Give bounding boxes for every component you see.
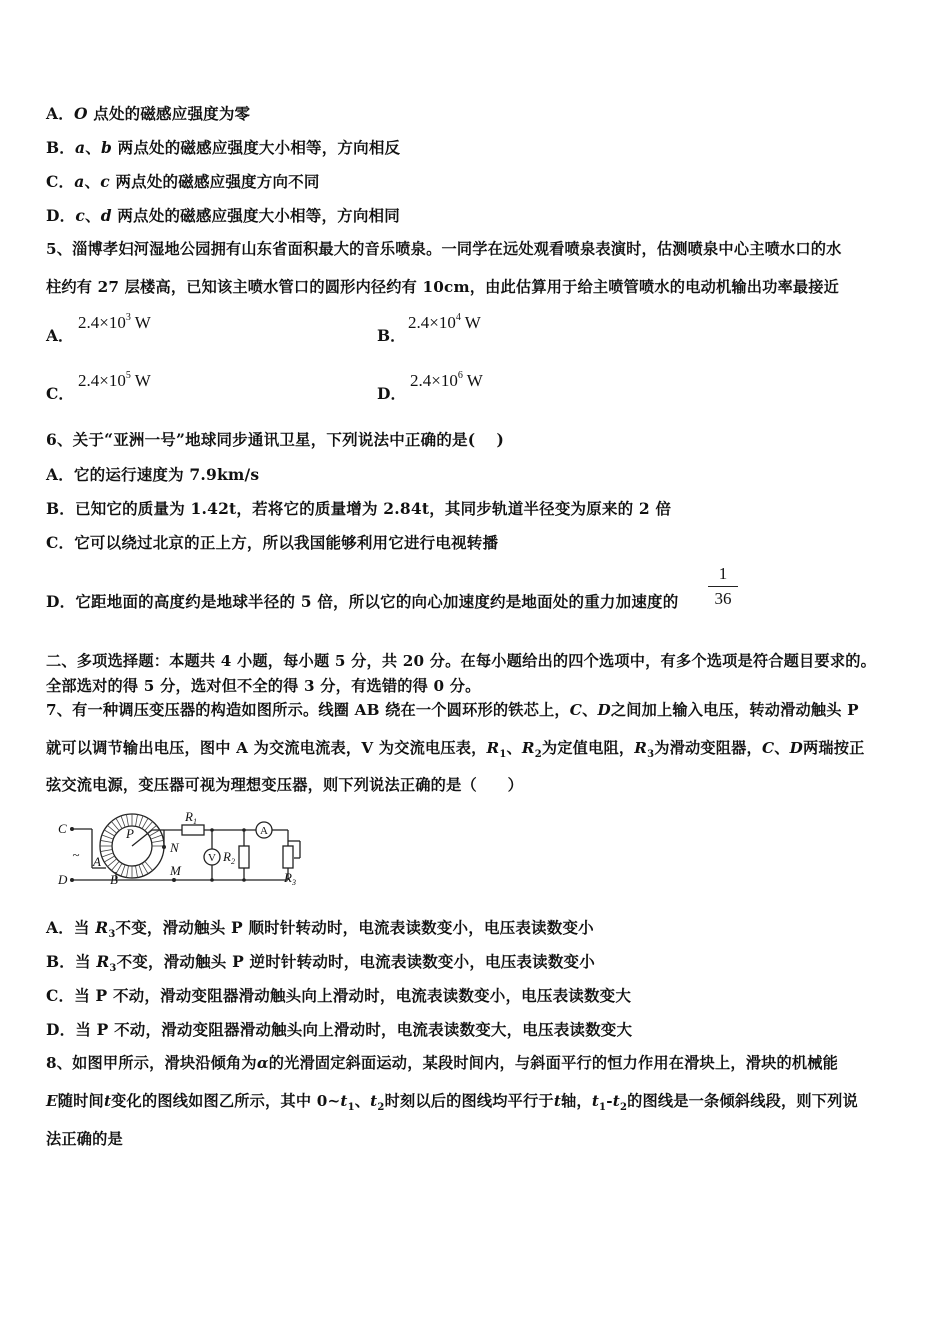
voltmeter-label: V	[208, 852, 216, 864]
ac-source-symbol: ~	[72, 847, 80, 862]
q8-stem-line1: 8、如图甲所示，滑块沿倾角为α的光滑固定斜面运动，某段时间内，与斜面平行的恒力作用在滑块上，滑块的机械能	[46, 1054, 839, 1072]
q5-option-b-label: B．	[377, 326, 406, 345]
junction-4	[242, 878, 246, 882]
q4-option-b: B．a、b 两点处的磁感应强度大小相等，方向相反	[46, 138, 401, 157]
q7-option-b: B．当 $R_3$不变，滑动触头 P 逆时针转动时，电流表读数变小，电压表读数变小	[46, 952, 595, 975]
terminal-n	[162, 845, 166, 849]
coil-turn	[142, 818, 148, 828]
junction-1	[210, 828, 214, 832]
q4-option-a: A．O 点处的磁感应强度为零	[46, 104, 251, 123]
q5-option-c-value: $2.4\times 10^5$ W	[78, 370, 151, 390]
label-b: B	[110, 872, 118, 887]
junction-3	[210, 878, 214, 882]
coil-turn	[102, 853, 113, 857]
q6-option-d: D．它距地面的高度约是地球半径的 5 倍，所以它的向心加速度约是地面处的重力加速度的	[46, 592, 679, 611]
q7-option-c: C．当 P 不动，滑动变阻器滑动触头向上滑动时，电流表读数变小，电压表读数变大	[46, 986, 632, 1005]
terminal-d	[70, 878, 74, 882]
q5-option-a-value: $2.4\times 10^3$ W	[78, 312, 151, 332]
q6-option-a: A．它的运行速度为 7.9km/s	[46, 465, 260, 484]
coil-turn	[152, 840, 164, 842]
label-p: P	[126, 826, 134, 841]
section2-line1: 二、多项选择题：本题共 4 小题，每小题 5 分，共 20 分。在每小题给出的四个选项中，有多个选项是符合题目要求的。	[46, 652, 876, 670]
coil-turn	[116, 818, 122, 828]
junction-2	[242, 828, 246, 832]
label-r1: $R_1$	[185, 809, 197, 826]
coil-turn	[139, 816, 143, 827]
coil-turn	[142, 863, 148, 873]
coil-turn	[151, 835, 162, 839]
coil-turn	[139, 865, 143, 876]
terminal-m	[172, 878, 176, 882]
q8-stem-line2: E随时间t变化的图线如图乙所示，其中 $0\sim t_1$、$t_2$时刻以后的图线均平行于t轴，$t_1-t_2$的图线是一条倾斜线段，则下列说	[46, 1092, 858, 1114]
q7-option-a: A．当 $R_3$不变，滑动触头 P 顺时针转动时，电流表读数变小，电压表读数变小	[46, 918, 594, 941]
q5-option-d-label: D．	[377, 384, 406, 403]
coil-turn	[121, 865, 125, 876]
q5-option-a-label: A．	[46, 326, 74, 345]
q5-stem-line1: 5、淄博孝妇河湿地公园拥有山东省面积最大的音乐喷泉。一同学在远处观看喷泉表演时，估测喷泉中心主喷水口的水	[46, 240, 842, 258]
label-r3: $R_3$	[284, 870, 296, 887]
coil-turn	[145, 861, 153, 870]
label-n: N	[170, 840, 179, 855]
q4-option-d: D．c、d 两点处的磁感应强度大小相等，方向相同	[46, 206, 400, 225]
q6-option-c: C．它可以绕过北京的正上方，所以我国能够利用它进行电视转播	[46, 533, 499, 552]
q5-stem-line2: 柱约有 27 层楼高，已知该主喷水管口的圆形内径约有 10cm，由此估算用于给主喷管喷水的电动机输出功率最接近	[46, 278, 840, 296]
q8-stem-line3: 法正确的是	[46, 1130, 123, 1148]
q7-stem-line2: 就可以调节输出电压，图中 A 为交流电流表，V 为交流电压表，$R_1$、$R_2$为定值电阻，$R_3$为滑动变阻器，C、D两瑞按正	[46, 739, 865, 761]
ammeter-label: A	[260, 825, 268, 837]
fraction-numerator: 1	[718, 564, 728, 583]
section2-line2: 全部选对的得 5 分，选对但不全的得 3 分，有选错的得 0 分。	[46, 677, 481, 695]
q5-option-d-value: $2.4\times 10^6$ W	[410, 370, 483, 390]
label-r2: $R_2$	[223, 849, 235, 866]
coil-turn	[126, 814, 128, 826]
resistor-r3	[283, 846, 293, 868]
resistor-r2	[239, 846, 249, 868]
coil-turn	[102, 835, 113, 839]
label-d: D	[58, 872, 68, 887]
coil-turn	[135, 866, 137, 878]
resistor-r1	[182, 825, 204, 835]
label-m: M	[170, 863, 181, 878]
label-c: C	[58, 821, 67, 836]
q4-option-c: C．a、c 两点处的磁感应强度方向不同	[46, 172, 320, 191]
coil-turn	[126, 866, 128, 878]
q7-stem-line1: 7、有一种调压变压器的构造如图所示。线圈 AB 绕在一个圆环形的铁芯上，C、D之间加上输入电压，转动滑动触头 P	[46, 701, 859, 719]
q5-option-c-label: C．	[46, 384, 74, 403]
q6-option-b: B．已知它的质量为 1.42t，若将它的质量增为 2.84t，其同步轨道半径变为原来的 2 倍	[46, 499, 672, 518]
slider-arm	[132, 830, 152, 846]
q6-stem: 6、关于“亚洲一号”地球同步通讯卫星，下列说法中正确的是( )	[46, 430, 505, 449]
terminal-c	[70, 827, 74, 831]
coil-turn	[104, 856, 114, 862]
fraction-bar	[708, 586, 738, 587]
fraction-denominator: 36	[714, 589, 732, 608]
q7-stem-line3: 弦交流电源，变压器可视为理想变压器，则下列说法正确的是（ ）	[46, 776, 524, 794]
coil-turn	[121, 816, 125, 827]
q6-fraction	[708, 564, 738, 609]
coil-turn	[135, 814, 137, 826]
q7-option-d: D．当 P 不动，滑动变阻器滑动触头向上滑动时，电流表读数变大，电压表读数变大	[46, 1020, 633, 1039]
q7-circuit-diagram	[56, 808, 306, 890]
q5-option-b-value: $2.4\times 10^4$ W	[408, 312, 481, 332]
coil-turn	[100, 840, 112, 842]
coil-turn	[100, 849, 112, 851]
coil-turn	[104, 830, 114, 836]
label-a: A	[93, 854, 101, 869]
